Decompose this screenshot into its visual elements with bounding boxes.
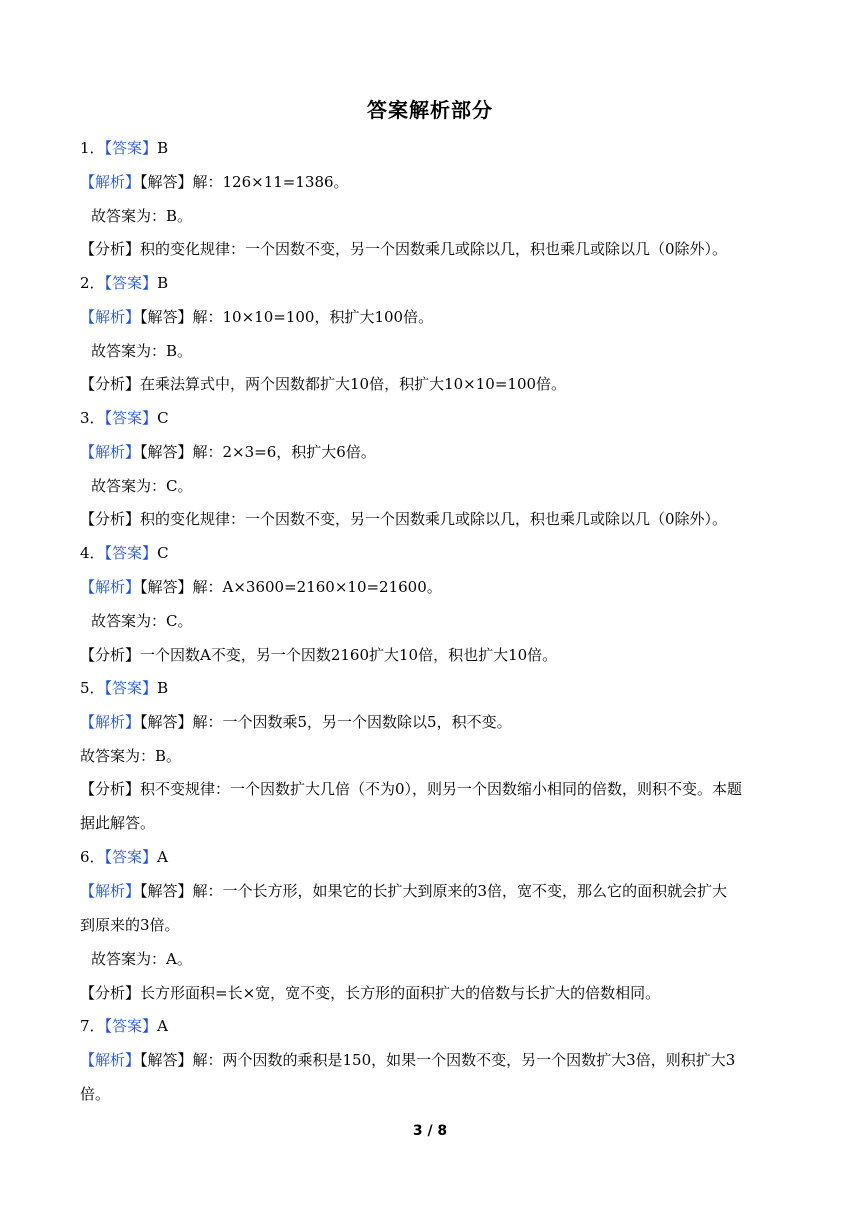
page-number: 3 / 8 (412, 1123, 448, 1139)
solution-line-7b: 倍。 (80, 1085, 111, 1103)
analysis-line-5b: 据此解答。 (80, 814, 156, 832)
solution-text: 【解答】解：10×10=100，积扩大100倍。 (140, 308, 434, 326)
solution-line-2 (80, 306, 433, 328)
question-number: 3． (80, 409, 105, 427)
conclusion-line-3: 故答案为：C。 (91, 477, 193, 495)
jiexi-tag: 【解析】 (80, 1051, 141, 1069)
solution-line-6a (80, 880, 727, 902)
answer-value: B (157, 274, 169, 292)
question-number: 2． (80, 274, 105, 292)
answer-tag: 【答案】 (104, 409, 158, 427)
page-title: 答案解析部分 (367, 98, 493, 122)
solution-line-1 (80, 171, 349, 193)
answer-tag: 【答案】 (104, 544, 158, 562)
answer-line-2 (80, 272, 168, 294)
answer-tag: 【答案】 (104, 139, 158, 157)
answer-tag: 【答案】 (104, 1017, 158, 1035)
question-number: 5． (80, 679, 105, 697)
answer-tag: 【答案】 (104, 274, 158, 292)
solution-text: 【解答】解：一个长方形，如果它的长扩大到原来的3倍，宽不变，那么它的面积就会扩大 (140, 882, 728, 900)
conclusion-line-6: 故答案为：A。 (91, 950, 192, 968)
solution-text: 【解答】解：一个因数乘5，另一个因数除以5，积不变。 (140, 713, 512, 731)
conclusion-line-5: 故答案为：B。 (80, 747, 182, 765)
solution-line-3 (80, 441, 376, 463)
question-number: 6． (80, 848, 105, 866)
answer-value: A (157, 1017, 168, 1035)
jiexi-tag: 【解析】 (80, 713, 141, 731)
solution-line-4 (80, 576, 442, 598)
answer-value: A (157, 848, 168, 866)
jiexi-tag: 【解析】 (80, 443, 141, 461)
conclusion-line-2: 故答案为：B。 (91, 342, 193, 360)
answer-tag: 【答案】 (104, 679, 158, 697)
answer-value: C (157, 409, 169, 427)
answer-line-3 (80, 407, 169, 429)
analysis-line-5a: 【分析】积不变规律：一个因数扩大几倍（不为0），则另一个因数缩小相同的倍数，则积不变。本题 (80, 780, 743, 798)
answer-line-7 (80, 1015, 168, 1037)
answer-value: B (157, 679, 169, 697)
jiexi-tag: 【解析】 (80, 882, 141, 900)
answer-line-6 (80, 846, 168, 868)
conclusion-line-4: 故答案为：C。 (91, 612, 193, 630)
solution-text: 【解答】解：两个因数的乘积是150，如果一个因数不变，另一个因数扩大3倍，则积扩大3 (140, 1051, 736, 1069)
jiexi-tag: 【解析】 (80, 578, 141, 596)
solution-line-6b: 到原来的3倍。 (80, 916, 180, 934)
jiexi-tag: 【解析】 (80, 308, 141, 326)
answer-line-1 (80, 137, 168, 159)
analysis-line-4: 【分析】一个因数A不变，另一个因数2160扩大10倍，积也扩大10倍。 (80, 646, 558, 664)
solution-line-5 (80, 711, 512, 733)
answer-value: B (157, 139, 169, 157)
solution-text: 【解答】解：A×3600=2160×10=21600。 (140, 578, 442, 596)
answer-line-5 (80, 677, 168, 699)
question-number: 1． (80, 139, 105, 157)
solution-text: 【解答】解：2×3=6，积扩大6倍。 (140, 443, 376, 461)
answer-line-4 (80, 542, 169, 564)
analysis-line-3: 【分析】积的变化规律：一个因数不变，另一个因数乘几或除以几，积也乘几或除以几（0除外）。 (80, 510, 728, 528)
question-number: 4． (80, 544, 105, 562)
analysis-line-1: 【分析】积的变化规律：一个因数不变，另一个因数乘几或除以几，积也乘几或除以几（0除外）。 (80, 240, 728, 258)
solution-text: 【解答】解：126×11=1386。 (140, 173, 349, 191)
solution-line-7a (80, 1049, 735, 1071)
conclusion-line-1: 故答案为：B。 (91, 207, 193, 225)
answer-value: C (157, 544, 169, 562)
analysis-line-2: 【分析】在乘法算式中，两个因数都扩大10倍，积扩大10×10=100倍。 (80, 375, 567, 393)
question-number: 7． (80, 1017, 105, 1035)
answer-tag: 【答案】 (104, 848, 158, 866)
jiexi-tag: 【解析】 (80, 173, 141, 191)
analysis-line-6: 【分析】长方形面积=长×宽，宽不变，长方形的面积扩大的倍数与长扩大的倍数相同。 (80, 984, 661, 1002)
